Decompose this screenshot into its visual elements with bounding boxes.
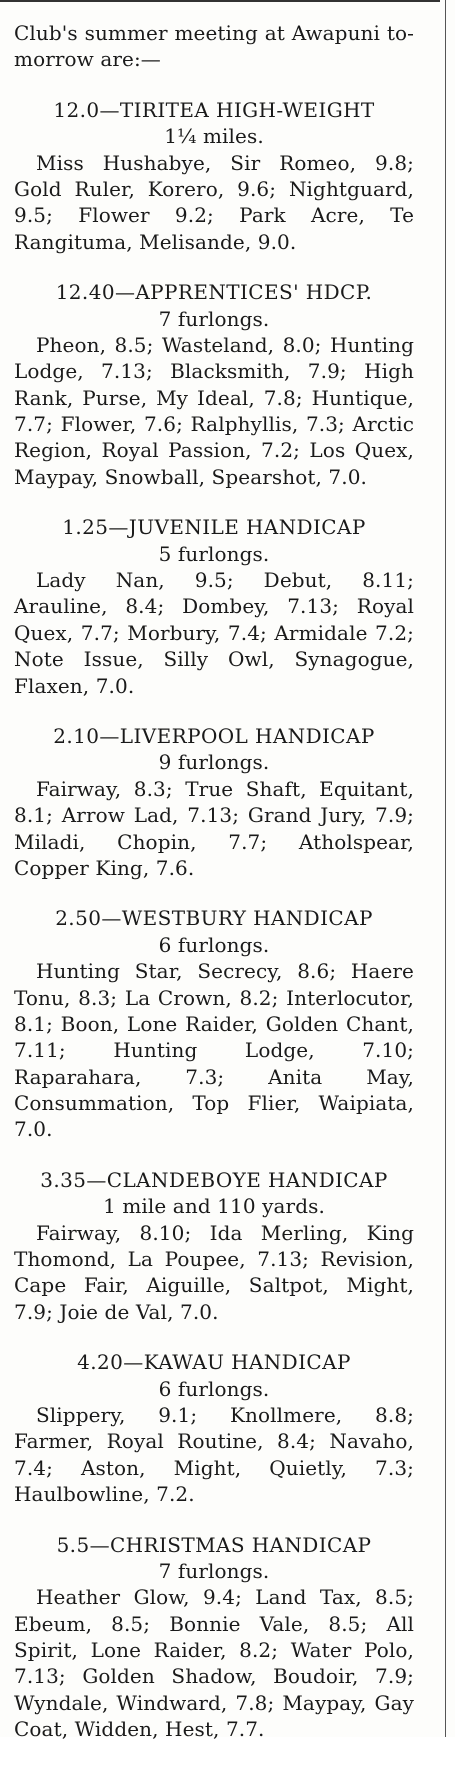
race-acceptances-column <box>14 20 414 1767</box>
race-title: 3.35—CLANDEBOYE HANDICAP <box>40 1167 388 1192</box>
race-title: 12.0—TIRITEA HIGH-WEIGHT <box>53 97 375 122</box>
race-distance: 1¼ miles. <box>164 124 264 149</box>
race-block <box>14 97 414 255</box>
race-distance: 7 furlongs. <box>158 306 270 331</box>
race-title: 2.10—LIVERPOOL HANDICAP <box>53 723 375 748</box>
race-block <box>14 279 414 490</box>
race-block <box>14 514 414 699</box>
race-entries: Slippery, 9.1; Knollmere, 8.8; Farmer, Royal Routine, 8.4; Navaho, 7.4; Aston, Might, Quietly, 7.3; Haulbowline, 7.2. <box>14 1402 414 1507</box>
race-entries: Fairway, 8.10; Ida Merling, King Thomond, La Poupee, 7.13; Revision, Cape Fair, Aiguille, Saltpot, Might, 7.9; Joie de Val, 7.0. <box>14 1220 414 1324</box>
race-distance: 6 furlongs. <box>158 1376 270 1401</box>
race-title: 5.5—CHRISTMAS HANDICAP <box>56 1532 372 1557</box>
race-distance: 9 furlongs. <box>158 750 270 775</box>
race-entries: Lady Nan, 9.5; Debut, 8.11; Arauline, 8.4; Dombey, 7.13; Royal Quex, 7.7; Morbury, 7.4; Armidale 7.2; Note Issue, Silly Owl, Synagogue, Flaxen, 7.0. <box>14 568 414 698</box>
race-entries: Pheon, 8.5; Wasteland, 8.0; Hunting Lodge, 7.13; Blacksmith, 7.9; High Rank, Purse, My Ideal, 7.8; Huntique, 7.7; Flower, 7.6; Ralphyllis, 7.3; Arctic Region, Royal Passion, 7.2; Los Quex, Maypay, Snowball, Spearshot, 7.0. <box>14 332 414 489</box>
race-title: 2.50—WESTBURY HANDICAP <box>55 906 373 931</box>
race-entries: Miss Hushabye, Sir Romeo, 9.8; Gold Ruler, Korero, 9.6; Nightguard, 9.5; Flower 9.2; Park Acre, Te Rangituma, Melisande, 9.0. <box>14 150 414 254</box>
race-block <box>14 1167 414 1325</box>
top-rule <box>0 0 440 2</box>
race-title: 12.40—APPRENTICES' HDCP. <box>55 280 373 305</box>
intro-text: Club's summer meeting at Awapuni to-morrow are:— <box>14 21 414 72</box>
race-title: 1.25—JUVENILE HANDICAP <box>62 515 366 540</box>
column-right-rule <box>445 0 446 1737</box>
race-entries: Hunting Star, Secrecy, 8.6; Haere Tonu, 8.3; La Crown, 8.2; Interlocutor, 8.1; Boon, Lone Raider, Golden Chant, 7.11; Hunting Lodge, 7.10; Raparahara, 7.3; Anita May, Consummation, Top Flier, Waipiata, 7.0. <box>14 959 414 1142</box>
race-distance: 1 mile and 110 yards. <box>103 1194 325 1219</box>
race-block <box>14 905 414 1143</box>
race-block <box>14 1349 414 1507</box>
race-entries: Heather Glow, 9.4; Land Tax, 8.5; Ebeum, 8.5; Bonnie Vale, 8.5; All Spirit, Lone Raider, 8.2; Water Polo, 7.13; Golden Shadow, Boudoir, 7.9; Wyndale, Windward, 7.8; Maypay, Gay Coat, Widden, Hest, 7.7. <box>14 1585 414 1742</box>
race-block <box>14 723 414 881</box>
race-title: 4.20—KAWAU HANDICAP <box>77 1350 351 1375</box>
race-entries: Fairway, 8.3; True Shaft, Equitant, 8.1; Arrow Lad, 7.13; Grand Jury, 7.9; Miladi, Chopin, 7.7; Atholspear, Copper King, 7.6. <box>14 776 414 880</box>
race-distance: 5 furlongs. <box>158 541 270 566</box>
race-distance: 6 furlongs. <box>158 932 270 957</box>
race-distance: 7 furlongs. <box>158 1558 270 1583</box>
race-block <box>14 1532 414 1743</box>
